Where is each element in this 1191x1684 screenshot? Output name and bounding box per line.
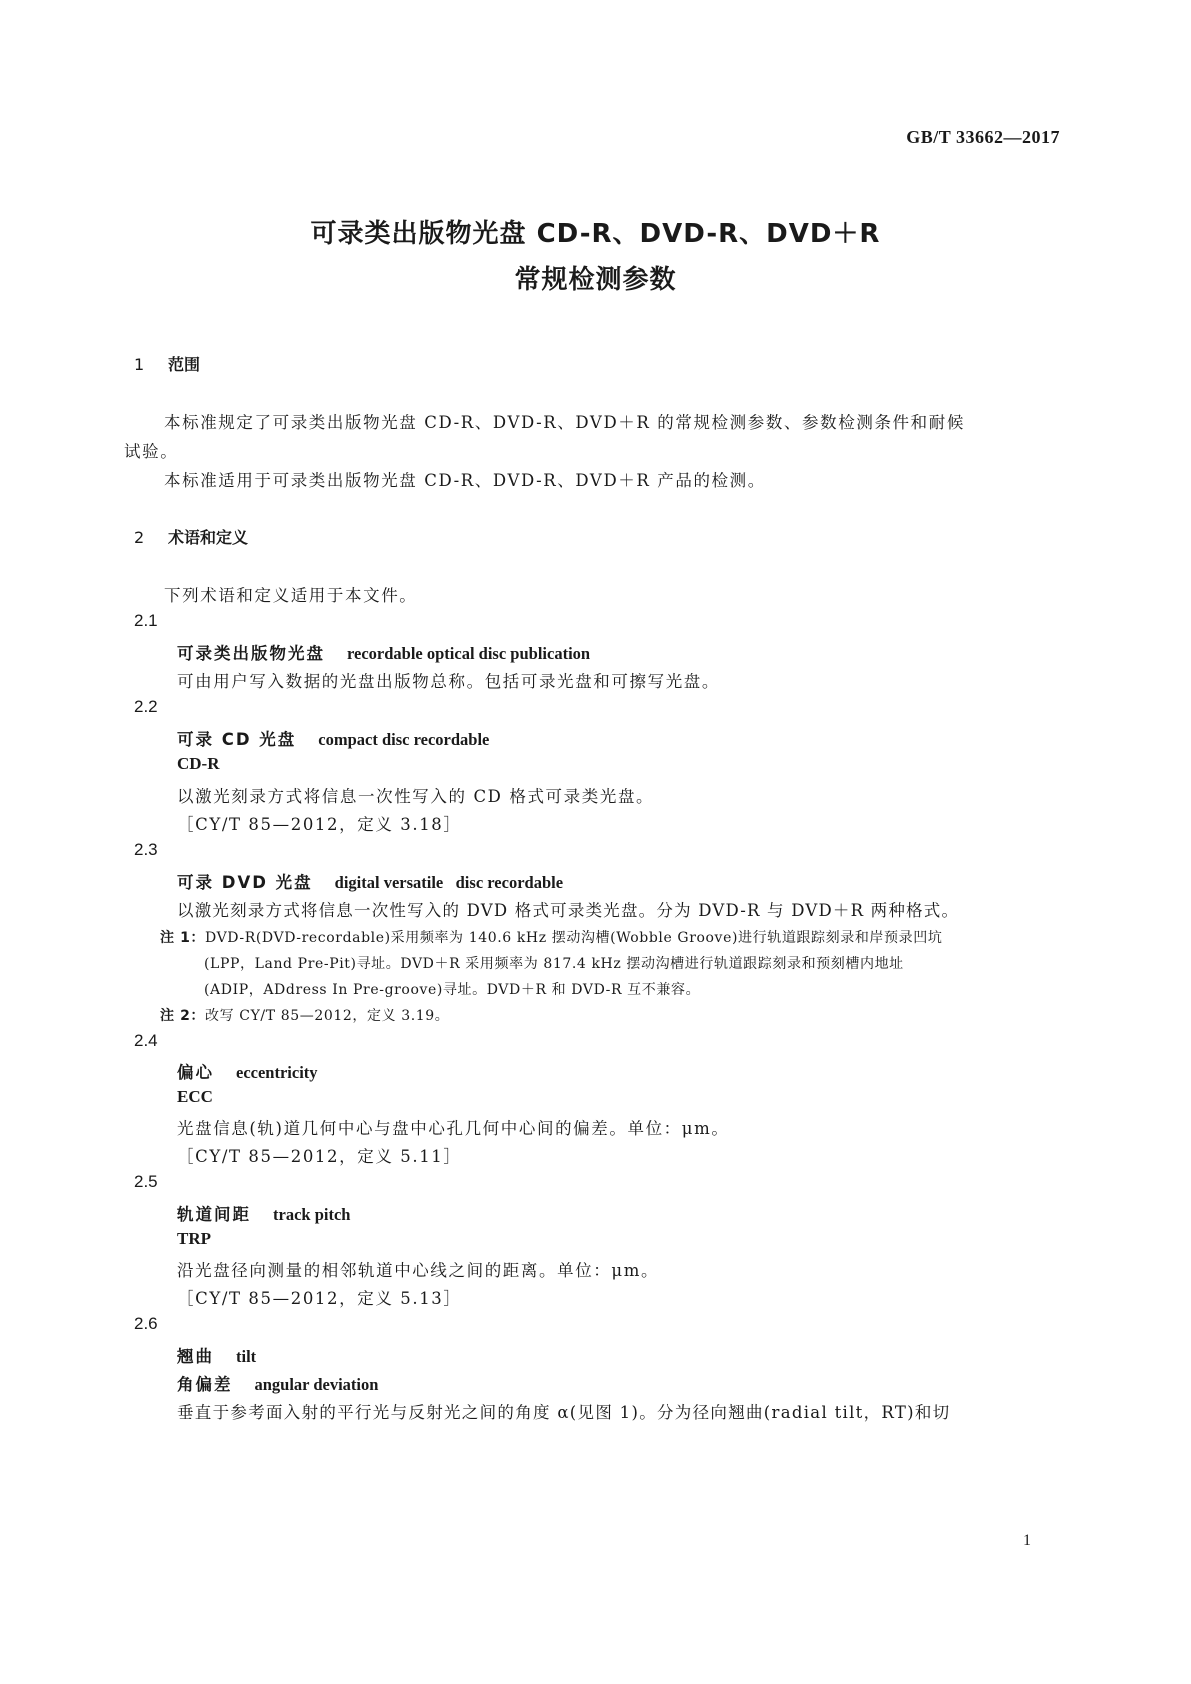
note-1-line3: (ADIP，ADdress In Pre-groove)寻址。DVD＋R 和 DVD-R 互不兼容。	[204, 982, 701, 998]
term-alt-heading	[177, 1371, 378, 1395]
term-en: eccentricity	[236, 1063, 318, 1082]
note-text: DVD-R(DVD-recordable)采用频率为 140.6 kHz 摆动沟槽(Wobble Groove)进行轨道跟踪刻录和岸预录凹坑	[205, 930, 943, 946]
term-cn: 偏心	[177, 1063, 214, 1082]
terms-intro: 下列术语和定义适用于本文件。	[164, 586, 418, 605]
term-definition: 沿光盘径向测量的相邻轨道中心线之间的距离。单位：μm。	[177, 1261, 660, 1280]
term-heading	[177, 1201, 350, 1225]
scope-paragraph-1: 本标准规定了可录类出版物光盘 CD-R、DVD-R、DVD＋R 的常规检测参数、参数检测条件和耐候	[164, 413, 965, 432]
section-title: 范围	[168, 355, 201, 374]
term-number: 2.6	[134, 1314, 158, 1333]
term-source: ［CY/T 85—2012，定义 3.18］	[177, 815, 462, 834]
document-title-line2: 常规检测参数	[514, 265, 677, 295]
term-en: tilt	[236, 1347, 257, 1366]
term-number: 2.2	[134, 697, 158, 716]
document-title-line1: 可录类出版物光盘 CD-R、DVD-R、DVD＋R	[310, 219, 881, 249]
term-heading	[177, 726, 489, 750]
term-en: digital versatile disc recordable	[334, 873, 564, 892]
section-number: 1	[134, 355, 145, 374]
term-heading	[177, 1059, 318, 1083]
term-en: recordable optical disc publication	[347, 644, 591, 663]
term-cn: 可录类出版物光盘	[177, 644, 325, 663]
term-definition: 垂直于参考面入射的平行光与反射光之间的角度 α(见图 1)。分为径向翘曲(radial tilt，RT)和切	[177, 1403, 951, 1422]
term-heading	[177, 1343, 256, 1367]
term-definition: 可由用户写入数据的光盘出版物总称。包括可录光盘和可擦写光盘。	[177, 672, 720, 691]
scope-paragraph-1-cont: 试验。	[124, 442, 179, 461]
term-definition: 光盘信息(轨)道几何中心与盘中心孔几何中心间的偏差。单位：μm。	[177, 1119, 730, 1138]
term-cn: 翘曲	[177, 1347, 214, 1366]
term-en: track pitch	[273, 1205, 351, 1224]
term-definition: 以激光刻录方式将信息一次性写入的 DVD 格式可录类光盘。分为 DVD-R 与 DVD＋R 两种格式。	[177, 901, 960, 920]
term-number: 2.3	[134, 840, 158, 859]
section-1-heading	[134, 352, 200, 375]
note-label: 注 1：	[160, 930, 206, 946]
note-text: 改写 CY/T 85—2012，定义 3.19。	[205, 1008, 450, 1024]
note-1-line2: (LPP，Land Pre-Pit)寻址。DVD＋R 采用频率为 817.4 kHz 摆动沟槽进行轨道跟踪刻录和预刻槽内地址	[204, 956, 904, 972]
term-source: ［CY/T 85—2012，定义 5.13］	[177, 1289, 462, 1308]
section-title: 术语和定义	[168, 528, 249, 547]
section-2-heading	[134, 525, 248, 548]
term-abbreviation: ECC	[177, 1087, 213, 1106]
section-number: 2	[134, 528, 145, 547]
term-number: 2.1	[134, 611, 158, 630]
term-cn: 可录 DVD 光盘	[177, 873, 313, 892]
term-number: 2.5	[134, 1172, 158, 1191]
term-abbreviation: TRP	[177, 1229, 211, 1248]
term-abbreviation: CD-R	[177, 754, 220, 773]
standard-code: GB/T 33662—2017	[906, 127, 1060, 147]
term-heading	[177, 869, 563, 893]
term-en: compact disc recordable	[318, 730, 490, 749]
note-2	[160, 1005, 449, 1025]
term-alt-cn: 角偏差	[177, 1375, 233, 1394]
note-1	[160, 927, 942, 947]
page-number: 1	[1023, 1532, 1031, 1549]
scope-paragraph-2: 本标准适用于可录类出版物光盘 CD-R、DVD-R、DVD＋R 产品的检测。	[164, 471, 766, 490]
term-number: 2.4	[134, 1031, 158, 1050]
term-cn: 可录 CD 光盘	[177, 730, 297, 749]
term-definition: 以激光刻录方式将信息一次性写入的 CD 格式可录类光盘。	[177, 787, 655, 806]
term-heading	[177, 640, 590, 664]
term-cn: 轨道间距	[177, 1205, 251, 1224]
term-source: ［CY/T 85—2012，定义 5.11］	[177, 1147, 462, 1166]
note-label: 注 2：	[160, 1008, 206, 1024]
term-alt-en: angular deviation	[254, 1375, 379, 1394]
